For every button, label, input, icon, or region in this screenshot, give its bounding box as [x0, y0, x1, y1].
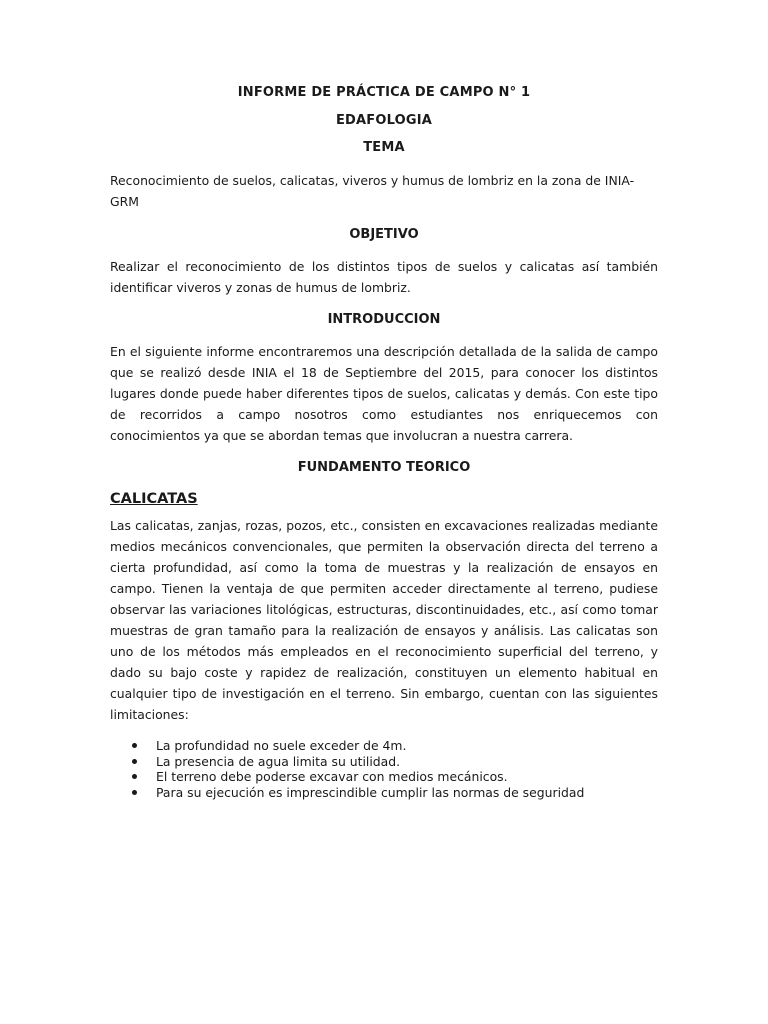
list-item-text: La profundidad no suele exceder de 4m. — [156, 738, 407, 753]
list-item — [130, 785, 658, 801]
introduccion-text: En el siguiente informe encontraremos una descripción detallada de la salida de campo que se realizó desde INIA el 18 de Septiembre del 2015, para conocer los distintos lugares donde puede haber diferentes tipos de suelos, calicatas y demás. Con este tipo de recorridos a campo nosotros como estudiantes nos enriquecemos con conocimientos ya que se abordan temas que involucran a nuestra carrera. — [110, 344, 658, 443]
objetivo-heading: OBJETIVO — [349, 227, 419, 242]
list-item-text: Para su ejecución es imprescindible cumplir las normas de seguridad — [156, 784, 585, 800]
calicatas-text: Las calicatas, zanjas, rozas, pozos, etc., consisten en excavaciones realizadas mediante medios mecánicos convencionales, que permiten la observación directa del terreno a cierta profundidad, así como la toma de muestras y la realización de ensayos en campo. Tienen la ventaja de que permiten acceder directamente al terreno, pudiese observar las variaciones litológicas, estructuras, discontinuidades, etc., así como tomar muestras de gran tamaño para la realización de ensayos y análisis. Las calicatas son uno de los métodos más empleados en el reconocimiento superficial del terreno, y dado su bajo coste y rapidez de realización, constituyen un elemento habitual en cualquier tipo de investigación en el terreno. Sin embargo, cuentan con las siguientes limitaciones: — [110, 518, 658, 722]
list-item — [130, 769, 658, 785]
list-item — [130, 754, 658, 770]
objetivo-text: Realizar el reconocimiento de los distintos tipos de suelos y calicatas así también identificar viveros y zonas de humus de lombriz. — [110, 259, 658, 295]
limitaciones-list — [110, 738, 658, 800]
fundamento-heading: FUNDAMENTO TEORICO — [297, 460, 471, 475]
list-item — [130, 738, 658, 754]
report-title: INFORME DE PRÁCTICA DE CAMPO N° 1 — [237, 85, 531, 100]
document-page — [110, 84, 658, 800]
list-item-text: La presencia de agua limita su utilidad. — [156, 753, 401, 769]
bullet-icon — [132, 759, 137, 764]
bullet-icon — [132, 790, 137, 795]
list-item-text: El terreno debe poderse excavar con medios mecánicos. — [156, 769, 508, 784]
subject-heading: EDAFOLOGIA — [335, 113, 433, 128]
bullet-icon — [132, 774, 137, 779]
calicatas-heading: CALICATAS — [110, 491, 198, 507]
introduccion-heading: INTRODUCCION — [327, 312, 441, 327]
bullet-icon — [132, 743, 137, 748]
tema-heading: TEMA — [363, 140, 405, 155]
tema-text: Reconocimiento de suelos, calicatas, viveros y humus de lombriz en la zona de INIA-GRM — [110, 173, 635, 209]
